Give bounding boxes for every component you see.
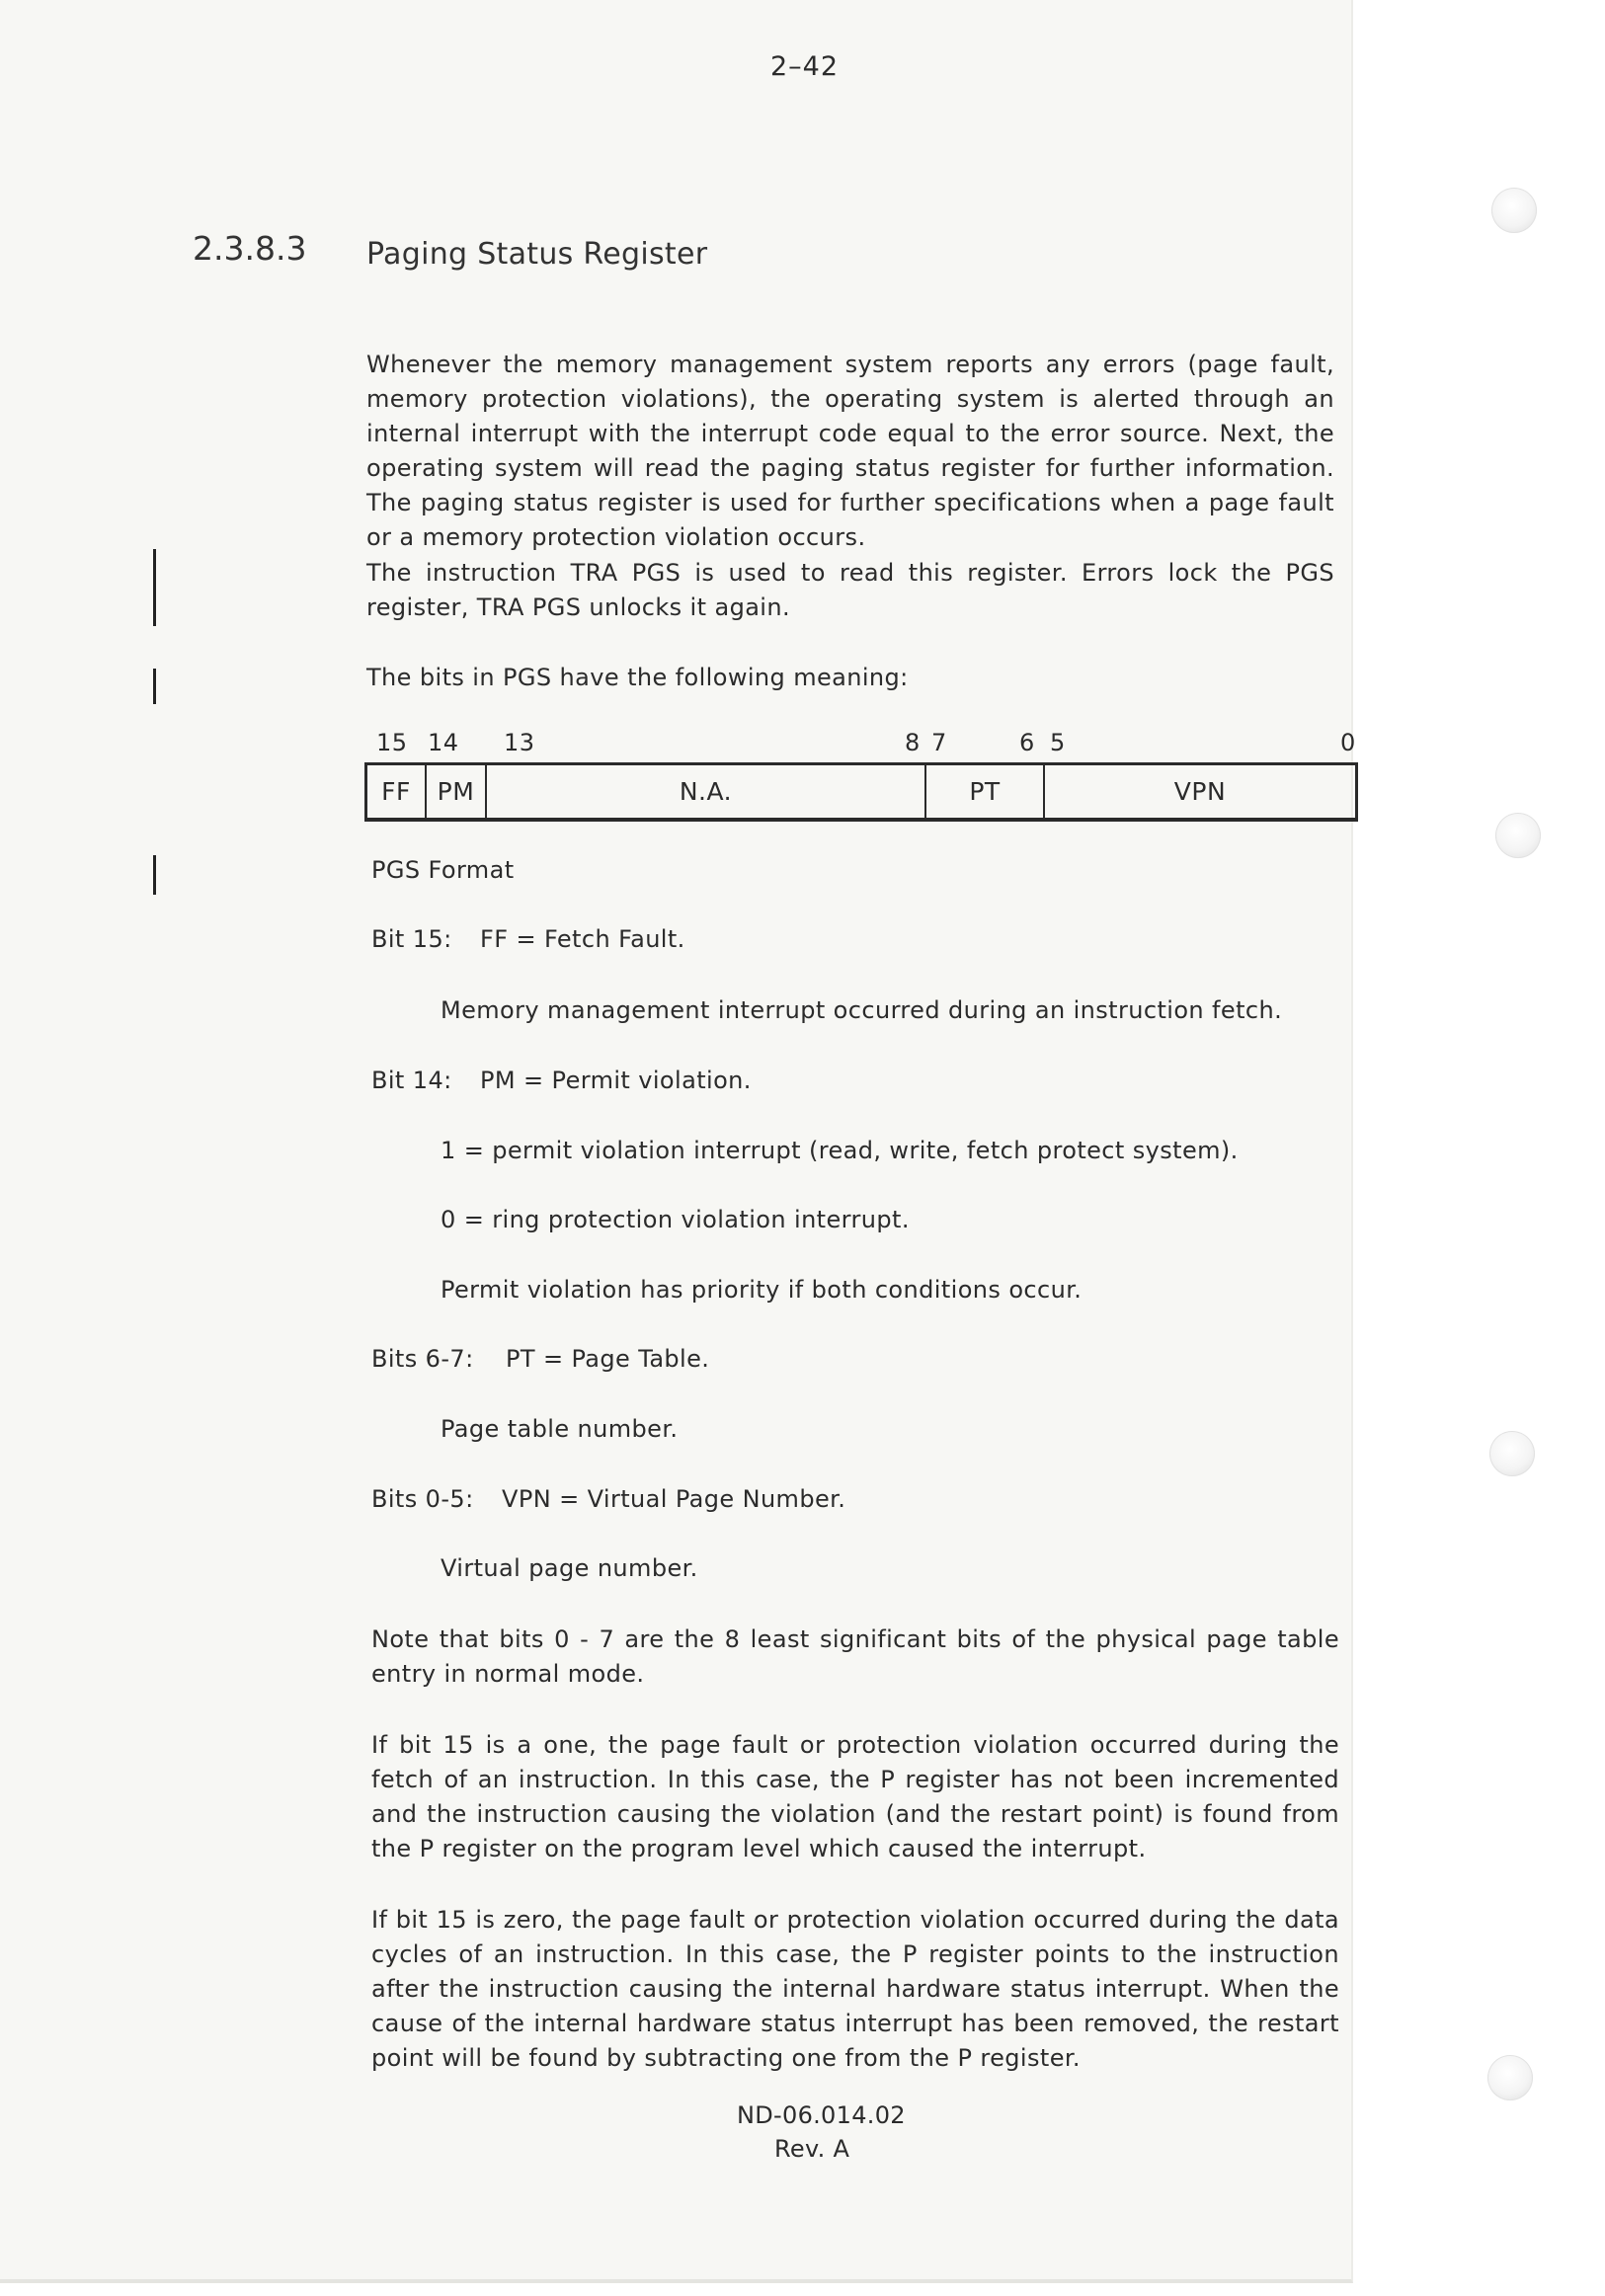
- intro-paragraph: Whenever the memory management system reports any errors (page fault, memory protection violations), the operating system is alerted through an internal interrupt with the interrupt code equal to the error source. Next, the operating system will read the paging status register for further information. The paging status register is used for further specifications when a page fault or a memory protection violation occurs.: [366, 351, 1334, 551]
- change-bar: [153, 669, 156, 704]
- bits67-label: Bits 6-7:: [371, 1345, 474, 1373]
- section-number: 2.3.8.3: [193, 229, 307, 268]
- bit-number: 14: [428, 729, 459, 756]
- field-ff: FF: [367, 765, 427, 818]
- bit-number: 7: [931, 729, 947, 756]
- bit14-zero: 0 = ring protection violation interrupt.: [441, 1206, 910, 1233]
- field-vpn: VPN: [1173, 777, 1227, 806]
- punch-hole: [1489, 1431, 1535, 1476]
- field-na: N.A.: [487, 765, 926, 818]
- data-cycle-paragraph: If bit 15 is zero, the page fault or protection violation occurred during the data cycles of an instruction. In this case, the P register points to the instruction after the instruction causing the internal hardware status interrupt. When the cause of the internal hardware status interrupt has been removed, the restart point will be found by subtracting one from the P register.: [371, 1906, 1339, 2072]
- bit-number: 0: [1340, 729, 1356, 756]
- change-bar: [153, 855, 156, 895]
- bit-number: 13: [504, 729, 535, 756]
- punch-hole: [1495, 813, 1541, 858]
- bits-intro: The bits in PGS have the following meaning:: [366, 664, 909, 691]
- instruction-paragraph: The instruction TRA PGS is used to read this register. Errors lock the PGS register, TRA PGS unlocks it again.: [366, 559, 1334, 621]
- bits05-definition: VPN = Virtual Page Number.: [502, 1485, 846, 1513]
- bits67-description: Page table number.: [441, 1415, 679, 1443]
- bit-number: 15: [376, 729, 408, 756]
- punch-hole: [1491, 188, 1537, 233]
- bit15-definition: FF = Fetch Fault.: [480, 925, 685, 953]
- bits05-description: Virtual page number.: [441, 1554, 698, 1582]
- change-bar: [153, 549, 156, 626]
- bit-number: 5: [1050, 729, 1066, 756]
- register-box: [364, 762, 1358, 822]
- section-title: Paging Status Register: [366, 237, 708, 272]
- bit-number: 8: [905, 729, 921, 756]
- bit15-description: Memory management interrupt occurred during an instruction fetch.: [441, 996, 1283, 1024]
- punch-hole: [1487, 2055, 1533, 2100]
- bit15-label: Bit 15:: [371, 925, 452, 953]
- fetch-fault-paragraph: If bit 15 is a one, the page fault or protection violation occurred during the fetch of an instruction. In this case, the P register has not been incremented and the instruction causing the violation (and the restart point) is found from the P register on the program level which caused the interrupt.: [371, 1731, 1339, 1862]
- bit14-definition: PM = Permit violation.: [480, 1067, 752, 1094]
- revision: Rev. A: [774, 2135, 850, 2163]
- page-number: 2–42: [770, 51, 840, 82]
- field-pt: PT: [926, 765, 1045, 818]
- bits67-definition: PT = Page Table.: [506, 1345, 710, 1373]
- bits05-label: Bits 0-5:: [371, 1485, 474, 1513]
- document-number: ND-06.014.02: [737, 2101, 906, 2129]
- register-caption: PGS Format: [371, 856, 515, 884]
- bit-number: 6: [1019, 729, 1035, 756]
- bit14-label: Bit 14:: [371, 1067, 452, 1094]
- bit14-note: Permit violation has priority if both conditions occur.: [441, 1276, 1083, 1304]
- field-pm: PM: [427, 765, 487, 818]
- bit14-one: 1 = permit violation interrupt (read, write, fetch protect system).: [441, 1137, 1239, 1164]
- note-paragraph: Note that bits 0 - 7 are the 8 least significant bits of the physical page table entry in normal mode.: [371, 1625, 1339, 1688]
